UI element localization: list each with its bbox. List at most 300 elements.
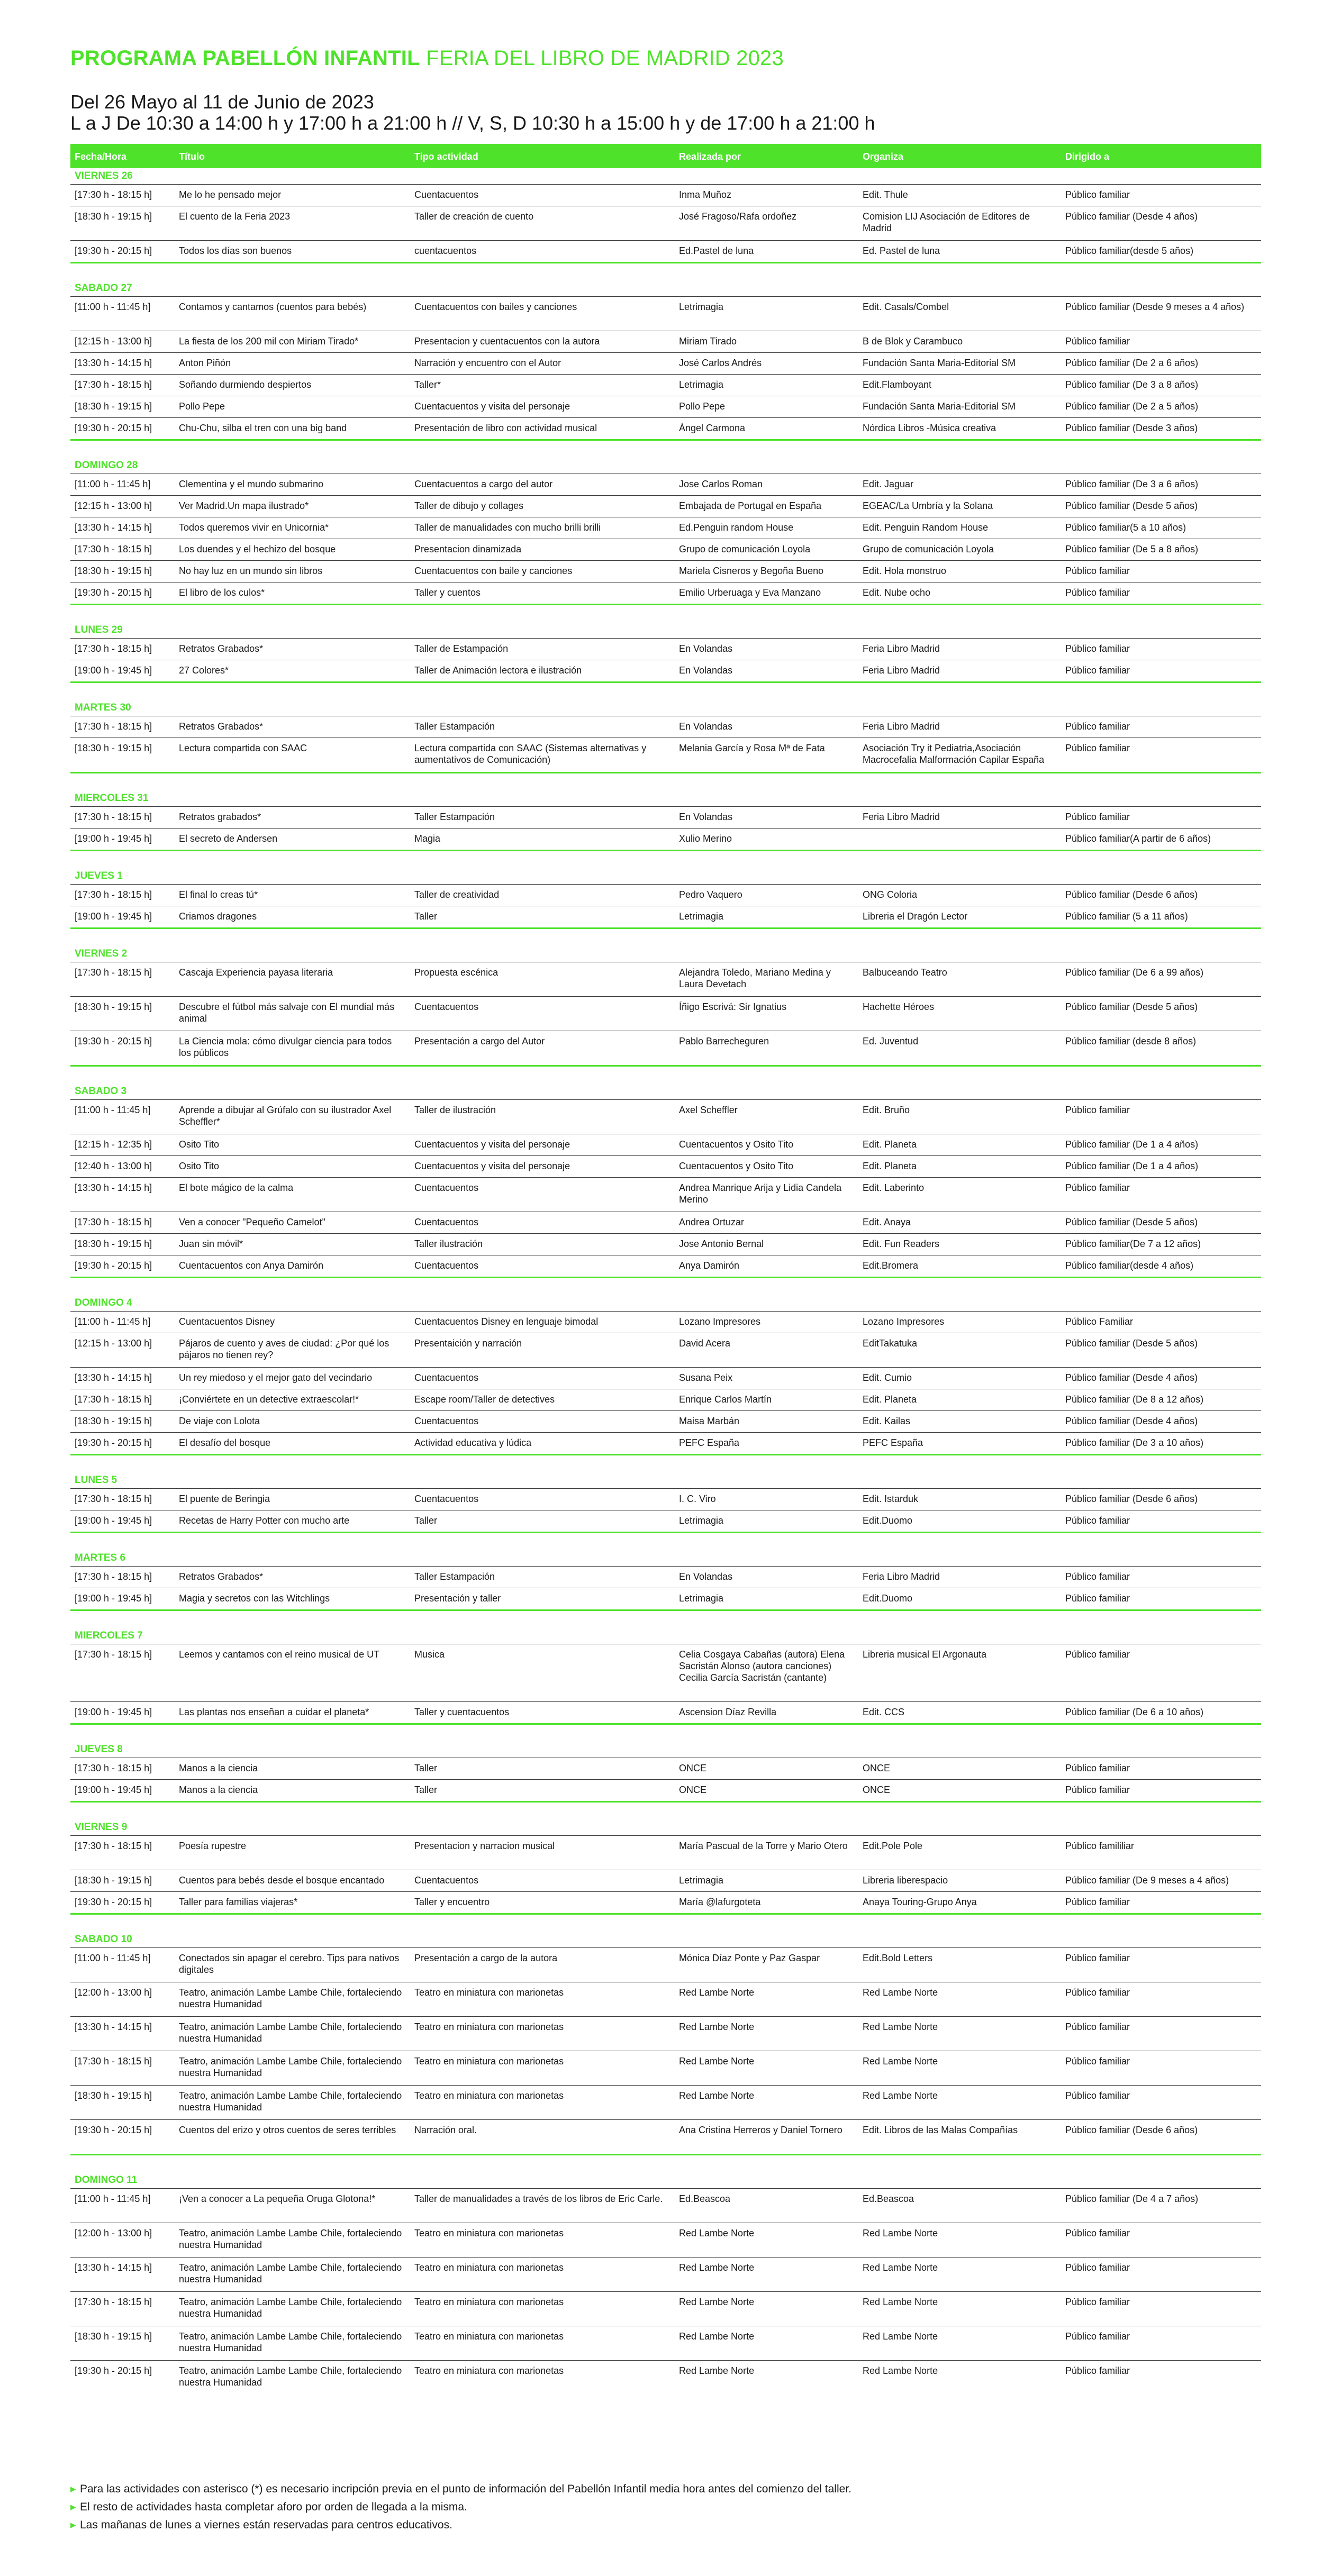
table-row: [70, 296, 1261, 331]
table-row: [70, 560, 1261, 582]
cell-title: El secreto de Andersen: [179, 833, 278, 844]
cell-performer: En Volandas: [679, 643, 733, 654]
cell-organizer: Edit. Planeta: [863, 1394, 917, 1405]
cell-organizer: Edit. CCS: [863, 1707, 905, 1717]
cell-audience: Público familiar (Desde 6 años): [1065, 1494, 1198, 1504]
cell-organizer: Ed. Juventud: [863, 1036, 919, 1046]
cell-title: Los duendes y el hechizo del bosque: [179, 544, 336, 554]
cell-title: Cascaja Experiencia payasa literaria: [179, 967, 333, 978]
cell-organizer: Lozano Impresores: [863, 1316, 945, 1327]
cell-organizer: Edit.Pole Pole: [863, 1841, 923, 1851]
cell-performer: Mariela Cisneros y Begoña Bueno: [679, 566, 824, 576]
cell-performer: Susana Peix: [679, 1372, 733, 1383]
cell-performer: Red Lambe Norte: [679, 2022, 755, 2032]
cell-time: [19:30 h - 20:15 h]: [75, 1437, 152, 1448]
day-header: [70, 2154, 1261, 2188]
cell-type: Presentacion y narracion musical: [414, 1841, 555, 1851]
cell-title: Teatro, animación Lambe Lambe Chile, fortaleciendo nuestra Humanidad: [179, 2297, 402, 2319]
cell-time: [17:30 h - 18:15 h]: [75, 967, 152, 978]
table-row: [70, 206, 1261, 240]
footnote: [70, 2480, 1261, 2498]
footnotes: [70, 2480, 1261, 2534]
cell-audience: Público familiar: [1065, 2056, 1130, 2067]
cell-time: [19:30 h - 20:15 h]: [75, 1260, 152, 1271]
table-row: [70, 962, 1261, 996]
arrow-icon: ▸: [70, 2483, 76, 2495]
cell-time: [18:30 h - 19:15 h]: [75, 1002, 152, 1012]
cell-audience: Público familiar (De 8 a 12 años): [1065, 1394, 1204, 1405]
cell-type: Taller: [414, 911, 438, 922]
cell-audience: Público familiar: [1065, 643, 1130, 654]
cell-performer: Inma Muñoz: [679, 189, 732, 200]
cell-performer: Red Lambe Norte: [679, 2262, 755, 2273]
cell-type: Taller de manualidades con mucho brilli brilli: [414, 522, 601, 533]
cell-performer: Letrimagia: [679, 1593, 724, 1604]
cell-time: [11:00 h - 11:45 h]: [75, 1105, 151, 1115]
table-row: [70, 396, 1261, 417]
cell-type: Teatro en miniatura con marionetas: [414, 2022, 564, 2032]
day-label: SABADO 3: [75, 1086, 127, 1097]
cell-performer: Jose Antonio Bernal: [679, 1239, 764, 1249]
cell-organizer: Edit. Kailas: [863, 1416, 911, 1426]
cell-performer: Pollo Pepe: [679, 401, 726, 412]
table-row: [70, 884, 1261, 906]
day-label: VIERNES 26: [75, 170, 133, 181]
cell-time: [19:30 h - 20:15 h]: [75, 2125, 152, 2135]
cell-time: [18:30 h - 19:15 h]: [75, 1875, 152, 1886]
cell-organizer: Feria Libro Madrid: [863, 1571, 940, 1582]
day-label: MARTES 30: [75, 702, 131, 713]
cell-organizer: ONCE: [863, 1763, 891, 1773]
cell-type: Taller y encuentro: [414, 1897, 490, 1907]
cell-time: [12:15 h - 13:00 h]: [75, 500, 152, 511]
table-row: [70, 996, 1261, 1031]
dates-line: Del 26 Mayo al 11 de Junio de 2023: [70, 91, 374, 113]
table-row: [70, 1367, 1261, 1389]
cell-organizer: Edit.Flamboyant: [863, 379, 932, 390]
table-row: [70, 1701, 1261, 1723]
day-header: [70, 681, 1261, 716]
cell-time: [17:30 h - 18:15 h]: [75, 889, 152, 900]
cell-time: [17:30 h - 18:15 h]: [75, 1217, 152, 1227]
cell-time: [19:30 h - 20:15 h]: [75, 587, 152, 598]
cell-title: Taller para familias viajeras*: [179, 1897, 298, 1907]
cell-title: Osito Tito: [179, 1161, 220, 1171]
cell-type: Taller Estampación: [414, 812, 495, 822]
table-row: [70, 906, 1261, 927]
cell-time: [18:30 h - 19:15 h]: [75, 1239, 152, 1249]
cell-audience: Público familiar(desde 4 años): [1065, 1260, 1194, 1271]
day-header: [70, 439, 1261, 474]
cell-time: [12:40 h - 13:00 h]: [75, 1161, 152, 1171]
cell-performer: Axel Scheffler: [679, 1105, 738, 1115]
cell-title: Teatro, animación Lambe Lambe Chile, fortaleciendo nuestra Humanidad: [179, 2262, 402, 2284]
cell-time: [17:30 h - 18:15 h]: [75, 1763, 152, 1773]
cell-organizer: B de Blok y Carambuco: [863, 336, 963, 347]
cell-type: Taller de Estampación: [414, 643, 509, 654]
cell-organizer: Ed.Beascoa: [863, 2193, 914, 2204]
cell-performer: Jose Carlos Roman: [679, 479, 763, 489]
cell-title: Anton Piñón: [179, 358, 231, 368]
cell-time: [17:30 h - 18:15 h]: [75, 2056, 152, 2067]
cell-time: [19:30 h - 20:15 h]: [75, 1036, 152, 1046]
cell-title: Aprende a dibujar al Grúfalo con su ilustrador Axel Scheffler*: [179, 1105, 392, 1127]
title-rest: FERIA DEL LIBRO DE MADRID 2023: [426, 47, 784, 70]
col-realizada-por: Realizada por: [679, 151, 741, 162]
cell-organizer: Nórdica Libros -Música creativa: [863, 423, 996, 433]
table-row: [70, 1311, 1261, 1333]
table-row: [70, 2188, 1261, 2223]
cell-type: Cuentacuentos y visita del personaje: [414, 1161, 570, 1171]
cell-organizer: Ed. Pastel de luna: [863, 245, 940, 256]
cell-organizer: Red Lambe Norte: [863, 2365, 938, 2376]
cell-time: [11:00 h - 11:45 h]: [75, 302, 151, 312]
cell-audience: Público familiar(5 a 10 años): [1065, 522, 1186, 533]
cell-performer: Andrea Ortuzar: [679, 1217, 745, 1227]
cell-title: El desafío del bosque: [179, 1437, 271, 1448]
cell-type: Actividad educativa y lúdica: [414, 1437, 532, 1448]
cell-type: Presentación de libro con actividad musical: [414, 423, 597, 433]
cell-audience: Público familiar: [1065, 2262, 1130, 2273]
cell-time: [18:30 h - 19:15 h]: [75, 401, 152, 412]
cell-type: Escape room/Taller de detectives: [414, 1394, 555, 1405]
table-row: [70, 1432, 1261, 1454]
cell-audience: Público familiar: [1065, 189, 1130, 200]
cell-audience: Público familiar: [1065, 1649, 1130, 1660]
cell-type: Teatro en miniatura con marionetas: [414, 1987, 564, 1998]
table-header: [70, 144, 1261, 168]
day-header: [70, 1801, 1261, 1835]
cell-time: [17:30 h - 18:15 h]: [75, 721, 152, 732]
cell-audience: Público familiar (Desde 4 años): [1065, 211, 1198, 222]
cell-performer: Andrea Manrique Arija y Lidia Candela Merino: [679, 1182, 842, 1205]
cell-performer: ONCE: [679, 1763, 707, 1773]
cell-audience: Público familiar (De 9 meses a 4 años): [1065, 1875, 1229, 1886]
cell-type: Presentacion y cuentacuentos con la autora: [414, 336, 600, 347]
table-row: [70, 806, 1261, 828]
cell-type: Taller de creatividad: [414, 889, 500, 900]
cell-audience: Público familiar: [1065, 566, 1130, 576]
cell-title: Juan sin móvil*: [179, 1239, 243, 1249]
col-titulo: Título: [179, 151, 205, 162]
cell-organizer: Edit. Jaguar: [863, 479, 914, 489]
cell-performer: Letrimagia: [679, 1875, 724, 1886]
cell-time: [17:30 h - 18:15 h]: [75, 544, 152, 554]
cell-time: [11:00 h - 11:45 h]: [75, 1953, 151, 1963]
cell-audience: Público familiar: [1065, 1953, 1130, 1963]
day-header: [70, 604, 1261, 638]
cell-organizer: Fundación Santa Maria-Editorial SM: [863, 358, 1016, 368]
footnote-text: Las mañanas de lunes a viernes están reservadas para centros educativos.: [80, 2519, 452, 2531]
cell-organizer: Feria Libro Madrid: [863, 643, 940, 654]
table-row: [70, 828, 1261, 850]
day-label: SABADO 10: [75, 1934, 132, 1945]
cell-performer: Ana Cristina Herreros y Daniel Tornero: [679, 2125, 842, 2135]
cell-audience: Público familiar (Desde 4 años): [1065, 1416, 1198, 1426]
day-header: [70, 1277, 1261, 1311]
cell-type: Magia: [414, 833, 441, 844]
day-label: MIERCOLES 31: [75, 793, 149, 804]
table-row: [70, 1891, 1261, 1913]
cell-title: Retratos grabados*: [179, 812, 261, 822]
cell-title: Contamos y cantamos (cuentos para bebés): [179, 302, 367, 312]
cell-type: Taller: [414, 1763, 438, 1773]
cell-time: [12:00 h - 13:00 h]: [75, 1987, 152, 1998]
cell-type: Taller ilustración: [414, 1239, 483, 1249]
cell-organizer: Asociación Try it Pediatria,Asociación Macrocefalia Malformación Capilar España: [863, 743, 1045, 765]
cell-performer: José Carlos Andrés: [679, 358, 762, 368]
cell-type: Taller de Animación lectora e ilustración: [414, 665, 582, 676]
cell-title: El puente de Beringia: [179, 1494, 270, 1504]
cell-title: ¡Conviértete en un detective extraescolar!*: [179, 1394, 359, 1405]
cell-time: [19:00 h - 19:45 h]: [75, 911, 152, 922]
day-header: [70, 262, 1261, 296]
cell-performer: Red Lambe Norte: [679, 2056, 755, 2067]
day-label: VIERNES 2: [75, 948, 128, 959]
table-row: [70, 1835, 1261, 1870]
cell-title: Lectura compartida con SAAC: [179, 743, 307, 753]
cell-audience: Público familiar(desde 5 años): [1065, 245, 1194, 256]
cell-time: [11:00 h - 11:45 h]: [75, 479, 151, 489]
cell-title: La Ciencia mola: cómo divulgar ciencia para todos los públicos: [179, 1036, 392, 1058]
cell-audience: Público familiar: [1065, 1105, 1130, 1115]
cell-type: Taller de manualidades a través de los libros de Eric Carle.: [414, 2193, 663, 2204]
cell-time: [13:30 h - 14:15 h]: [75, 358, 152, 368]
day-header: [70, 1913, 1261, 1947]
cell-title: Teatro, animación Lambe Lambe Chile, fortaleciendo nuestra Humanidad: [179, 2331, 402, 2353]
cell-performer: Maisa Marbán: [679, 1416, 740, 1426]
cell-title: Teatro, animación Lambe Lambe Chile, fortaleciendo nuestra Humanidad: [179, 2056, 402, 2078]
cell-time: [12:15 h - 13:00 h]: [75, 1338, 152, 1349]
cell-performer: ONCE: [679, 1785, 707, 1795]
cell-audience: Público familiar: [1065, 1182, 1130, 1193]
cell-type: Cuentacuentos: [414, 1002, 479, 1012]
cell-organizer: Red Lambe Norte: [863, 2262, 938, 2273]
table-row: [70, 1982, 1261, 2016]
cell-title: Magia y secretos con las Witchlings: [179, 1593, 330, 1604]
cell-time: [18:30 h - 19:15 h]: [75, 566, 152, 576]
cell-title: El cuento de la Feria 2023: [179, 211, 291, 222]
cell-organizer: Edit. Laberinto: [863, 1182, 925, 1193]
day-header: [70, 772, 1261, 806]
cell-organizer: PEFC España: [863, 1437, 923, 1448]
cell-organizer: Edit. Cumio: [863, 1372, 912, 1383]
cell-time: [18:30 h - 19:15 h]: [75, 2331, 152, 2342]
cell-audience: Público familiar (De 2 a 5 años): [1065, 401, 1199, 412]
cell-time: [18:30 h - 19:15 h]: [75, 211, 152, 222]
day-header: [70, 1532, 1261, 1566]
cell-type: Cuentacuentos: [414, 1494, 479, 1504]
cell-organizer: Edit. Casals/Combel: [863, 302, 949, 312]
cell-audience: Público familiar: [1065, 1571, 1130, 1582]
table-row: [70, 1566, 1261, 1588]
cell-audience: Público familiar: [1065, 2297, 1130, 2307]
cell-organizer: EditTakatuka: [863, 1338, 918, 1349]
table-row: [70, 240, 1261, 262]
cell-title: Chu-Chu, silba el tren con una big band: [179, 423, 347, 433]
cell-time: [17:30 h - 18:15 h]: [75, 2297, 152, 2307]
cell-time: [17:30 h - 18:15 h]: [75, 379, 152, 390]
day-header: [70, 1723, 1261, 1758]
cell-audience: Público familiar (De 6 a 99 años): [1065, 967, 1204, 978]
cell-audience: Público familiar (Desde 5 años): [1065, 1002, 1198, 1012]
cell-title: Criamos dragones: [179, 911, 257, 922]
cell-type: Taller y cuentos: [414, 587, 481, 598]
cell-type: Cuentacuentos: [414, 1875, 479, 1886]
cell-title: Cuentos del erizo y otros cuentos de seres terribles: [179, 2125, 396, 2135]
cell-performer: Red Lambe Norte: [679, 2090, 755, 2101]
day-header: [70, 850, 1261, 884]
cell-title: Teatro, animación Lambe Lambe Chile, fortaleciendo nuestra Humanidad: [179, 2365, 402, 2388]
table-row: [70, 1947, 1261, 1982]
cell-title: Recetas de Harry Potter con mucho arte: [179, 1515, 350, 1526]
cell-performer: Letrimagia: [679, 379, 724, 390]
cell-type: Cuentacuentos: [414, 1416, 479, 1426]
table-row: [70, 2119, 1261, 2154]
cell-title: Retratos Grabados*: [179, 1571, 264, 1582]
cell-title: Descubre el fútbol más salvaje con El mundial más animal: [179, 1002, 395, 1024]
cell-audience: Público familiar: [1065, 2331, 1130, 2342]
day-header: [70, 927, 1261, 962]
cell-audience: Público familiar (De 3 a 8 años): [1065, 379, 1199, 390]
day-label: MIERCOLES 7: [75, 1630, 143, 1641]
cell-title: El libro de los culos*: [179, 587, 265, 598]
cell-type: Presentaición y narración: [414, 1338, 522, 1349]
cell-type: Taller Estampación: [414, 721, 495, 732]
cell-time: [17:30 h - 18:15 h]: [75, 643, 152, 654]
cell-performer: Letrimagia: [679, 1515, 724, 1526]
cell-title: Teatro, animación Lambe Lambe Chile, fortaleciendo nuestra Humanidad: [179, 2090, 402, 2113]
cell-type: Narración y encuentro con el Autor: [414, 358, 561, 368]
cell-organizer: Edit. Penguin Random House: [863, 522, 989, 533]
cell-performer: Pablo Barrecheguren: [679, 1036, 769, 1046]
cell-time: [12:15 h - 12:35 h]: [75, 1139, 152, 1150]
cell-time: [17:30 h - 18:15 h]: [75, 812, 152, 822]
table-row: [70, 2085, 1261, 2119]
cell-performer: En Volandas: [679, 665, 733, 676]
cell-time: [18:30 h - 19:15 h]: [75, 1416, 152, 1426]
day-label: DOMINGO 28: [75, 460, 138, 471]
table-row: [70, 184, 1261, 206]
cell-performer: Íñigo Escrivá: Sir Ignatius: [679, 1002, 787, 1012]
cell-organizer: Edit. Planeta: [863, 1139, 917, 1150]
footnote-text: El resto de actividades hasta completar aforo por orden de llegada a la misma.: [80, 2501, 467, 2513]
cell-title: Ven a conocer "Pequeño Camelot": [179, 1217, 325, 1227]
table-row: [70, 638, 1261, 660]
cell-time: [13:30 h - 14:15 h]: [75, 2022, 152, 2032]
cell-type: Cuentacuentos: [414, 1260, 479, 1271]
table-row: [70, 1177, 1261, 1212]
cell-performer: En Volandas: [679, 812, 733, 822]
cell-audience: Público familiar: [1065, 1515, 1130, 1526]
cell-audience: Público familiar (Desde 5 años): [1065, 1217, 1198, 1227]
cell-performer: Ascension Díaz Revilla: [679, 1707, 777, 1717]
table-row: [70, 417, 1261, 439]
cell-performer: Ed.Pastel de luna: [679, 245, 754, 256]
footnote: [70, 2516, 1261, 2534]
cell-title: Manos a la ciencia: [179, 1785, 258, 1795]
cell-type: Taller*: [414, 379, 441, 390]
cell-audience: Público familiar: [1065, 812, 1130, 822]
cell-organizer: Edit. Anaya: [863, 1217, 911, 1227]
cell-performer: Xulio Merino: [679, 833, 732, 844]
cell-audience: Público familiar: [1065, 2090, 1130, 2101]
page-title: [70, 47, 784, 70]
cell-time: [13:30 h - 14:15 h]: [75, 2262, 152, 2273]
cell-performer: Red Lambe Norte: [679, 2297, 755, 2307]
table-row: [70, 1588, 1261, 1609]
cell-organizer: Red Lambe Norte: [863, 2022, 938, 2032]
cell-type: Presentación a cargo de la autora: [414, 1953, 558, 1963]
cell-time: [18:30 h - 19:15 h]: [75, 743, 152, 753]
cell-title: Osito Tito: [179, 1139, 220, 1150]
cell-title: Retratos Grabados*: [179, 721, 264, 732]
cell-organizer: Red Lambe Norte: [863, 2228, 938, 2238]
cell-title: ¡Ven a conocer a La pequeña Oruga Glotona!*: [179, 2193, 376, 2204]
cell-audience: Público familiar: [1065, 743, 1130, 753]
cell-organizer: Edit.Duomo: [863, 1593, 913, 1604]
cell-organizer: Edit. Planeta: [863, 1161, 917, 1171]
cell-time: [11:00 h - 11:45 h]: [75, 1316, 151, 1327]
cell-organizer: Grupo de comunicación Loyola: [863, 544, 994, 554]
cell-time: [19:00 h - 19:45 h]: [75, 1593, 152, 1604]
schedule-table: [70, 168, 1261, 2395]
cell-performer: Mónica Díaz Ponte y Paz Gaspar: [679, 1953, 820, 1963]
cell-type: Cuentacuentos a cargo del autor: [414, 479, 553, 489]
day-label: MARTES 6: [75, 1552, 126, 1563]
cell-type: Cuentacuentos con bailes y canciones: [414, 302, 577, 312]
cell-organizer: Balbuceando Teatro: [863, 967, 947, 978]
cell-title: Soñando durmiendo despiertos: [179, 379, 312, 390]
cell-performer: Letrimagia: [679, 911, 724, 922]
cell-audience: Público familiar (De 5 a 8 años): [1065, 544, 1199, 554]
table-row: [70, 1031, 1261, 1065]
table-row: [70, 1155, 1261, 1177]
arrow-icon: ▸: [70, 2519, 76, 2531]
cell-title: Leemos y cantamos con el reino musical de UT: [179, 1649, 380, 1660]
cell-performer: Red Lambe Norte: [679, 2365, 755, 2376]
table-row: [70, 738, 1261, 772]
cell-performer: Ángel Carmona: [679, 423, 746, 433]
cell-organizer: Red Lambe Norte: [863, 2056, 938, 2067]
cell-title: Cuentos para bebés desde el bosque encantado: [179, 1875, 385, 1886]
cell-performer: Red Lambe Norte: [679, 2228, 755, 2238]
cell-time: [17:30 h - 18:15 h]: [75, 1571, 152, 1582]
cell-title: Teatro, animación Lambe Lambe Chile, fortaleciendo nuestra Humanidad: [179, 1987, 402, 2009]
cell-organizer: Edit.Bromera: [863, 1260, 919, 1271]
cell-type: Cuentacuentos y visita del personaje: [414, 1139, 570, 1150]
table-row: [70, 1510, 1261, 1532]
cell-audience: Público familiar (5 a 11 años): [1065, 911, 1188, 922]
table-row: [70, 660, 1261, 681]
cell-audience: Público familiar: [1065, 1763, 1130, 1773]
hours-line: L a J De 10:30 a 14:00 h y 17:00 h a 21:00 h // V, S, D 10:30 h a 15:00 h y de 17:00 h a 21:00 h: [70, 112, 875, 134]
cell-title: Cuentacuentos con Anya Damirón: [179, 1260, 324, 1271]
day-header: [70, 1065, 1261, 1099]
cell-title: Me lo he pensado mejor: [179, 189, 282, 200]
cell-organizer: ONCE: [863, 1785, 891, 1795]
cell-organizer: Edit. Istarduk: [863, 1494, 919, 1504]
cell-title: Clementina y el mundo submarino: [179, 479, 324, 489]
table-row: [70, 1389, 1261, 1410]
table-row: [70, 2223, 1261, 2257]
cell-performer: Miriam Tirado: [679, 336, 737, 347]
cell-organizer: Libreria el Dragón Lector: [863, 911, 968, 922]
cell-type: Cuentacuentos: [414, 1372, 479, 1383]
cell-organizer: Red Lambe Norte: [863, 1987, 938, 1998]
cell-title: Ver Madrid.Un mapa ilustrado*: [179, 500, 309, 511]
cell-organizer: ONG Coloria: [863, 889, 918, 900]
